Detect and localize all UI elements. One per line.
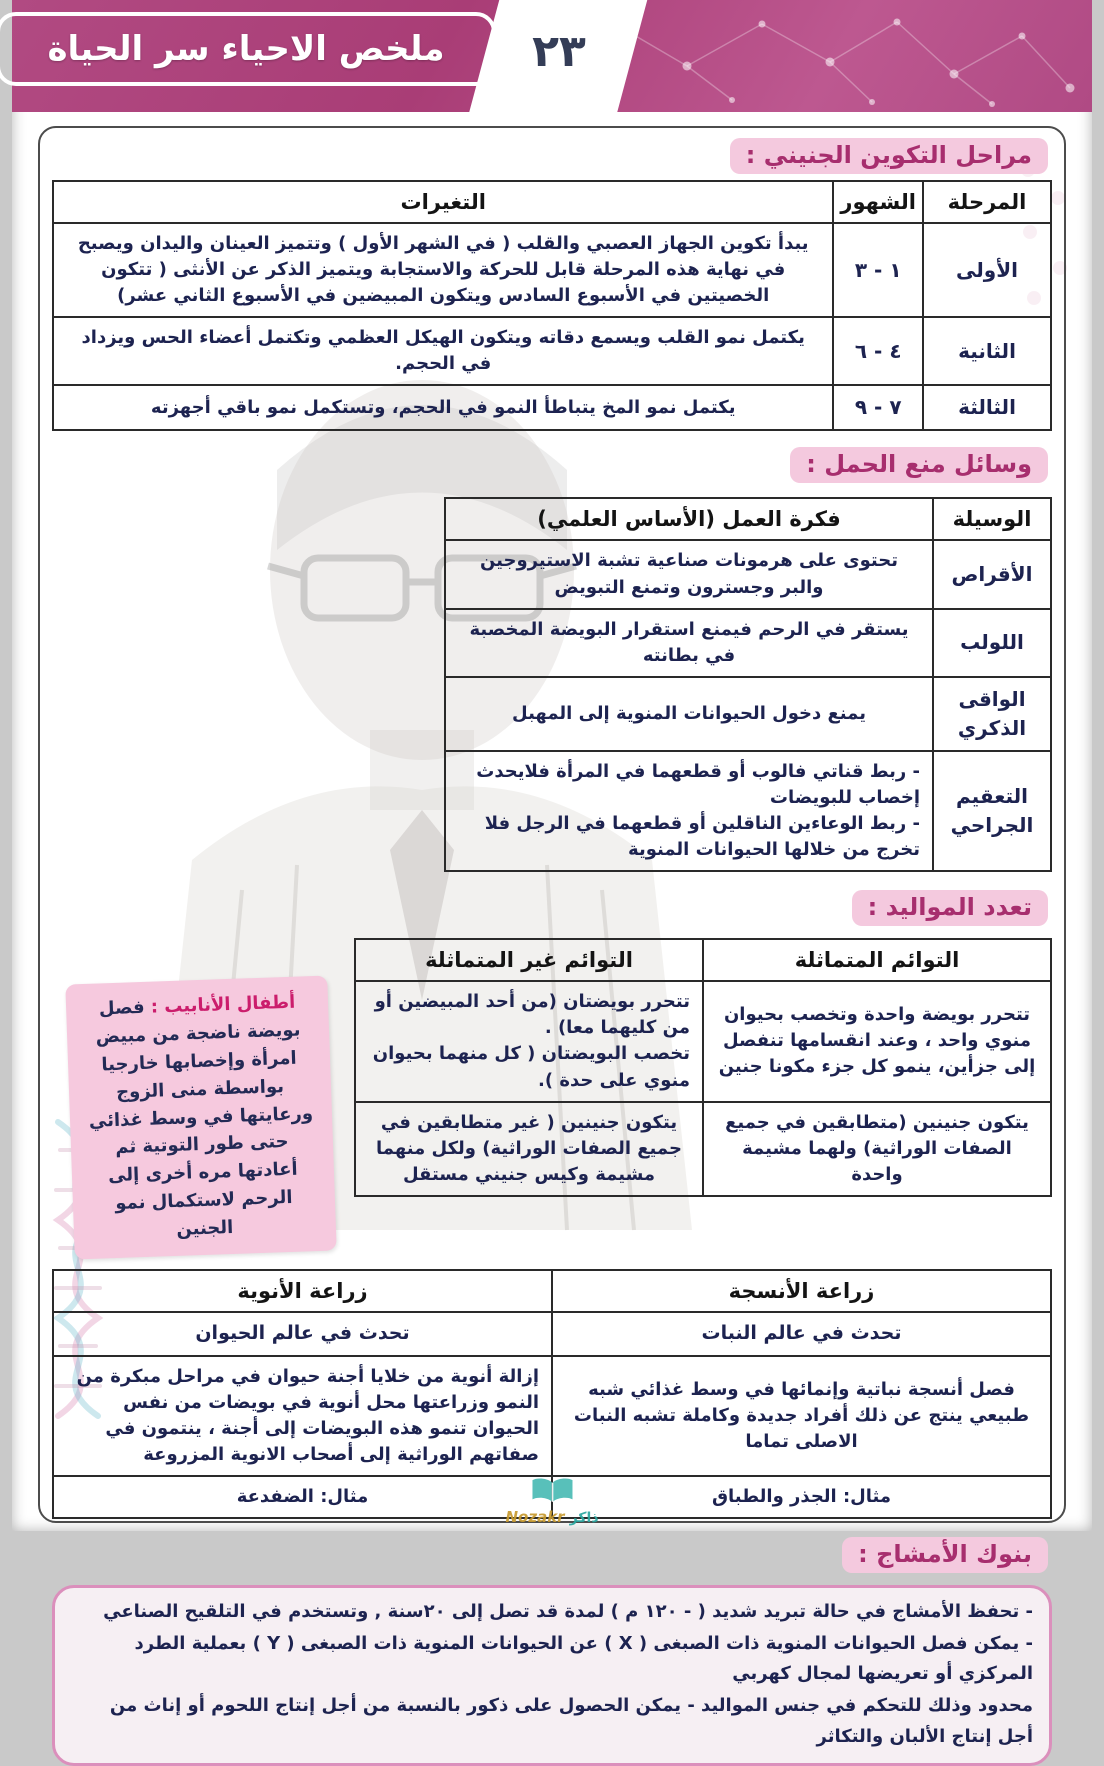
title-text: ملخص الاحياء سر الحياة xyxy=(47,29,445,69)
cell-identical: يتكون جنينين (متطابقين في جميع الصفات الوراثية) ولهما مشيمة واحدة xyxy=(703,1102,1051,1196)
column-header-tissue: زراعة الأنسجة xyxy=(552,1270,1051,1312)
births-table xyxy=(354,938,1052,1197)
cell-method: الواقى الذكري xyxy=(933,677,1051,751)
cell-idea: يستقر في الرحم فيمنع استقرار البويضة المخصبة في بطانته xyxy=(445,609,933,677)
column-header-changes: التغيرات xyxy=(53,181,833,223)
section-title-births: تعدد المواليد : xyxy=(852,890,1048,926)
cell-idea: - ربط قناتي فالوب أو قطعهما في المرأة فلايحدث إخصاب للبويضات - ربط الوعاءين الناقلين أو قطعهما في الرجل فلا تخرج من خلالها الحيوانات المنوية xyxy=(445,751,933,871)
cell-tissue-domain: تحدث في عالم النبات xyxy=(552,1312,1051,1356)
note-title: أطفال الأنابيب : xyxy=(150,991,296,1018)
column-header-months: الشهور xyxy=(833,181,923,223)
cell-stage: الثانية xyxy=(923,317,1051,385)
table-row xyxy=(445,751,1051,871)
table-row xyxy=(53,1312,1051,1356)
column-header-stage: المرحلة xyxy=(923,181,1051,223)
cell-idea: تحتوى على هرمونات صناعية تشبة الاستيروجين والبر وجسترون وتمنع التبويض xyxy=(445,540,933,608)
table-row xyxy=(53,223,1051,317)
column-header-nuclei: زراعة الأنوية xyxy=(53,1270,552,1312)
brand-logo xyxy=(505,1476,598,1525)
section-title-gametes: بنوك الأمشاج : xyxy=(842,1537,1048,1573)
section-title-stages: مراحل التكوين الجنيني : xyxy=(730,138,1048,174)
table-header-row xyxy=(53,1270,1051,1312)
cell-identical: تتحرر بويضة واحدة وتخصب بحيوان منوي واحد ، وعند انقسامها تنفصل إلى جزأين، ينمو كل جزء مكونا جنين xyxy=(703,981,1051,1101)
table-row xyxy=(53,1356,1051,1476)
cell-fraternal: يتكون جنينين ( غير متطابقين في جميع الصفات الوراثية) ولكل منهما مشيمة وكيس جنيني مستقل xyxy=(355,1102,703,1196)
table-row xyxy=(53,317,1051,385)
brand-name-latin: Nozakr xyxy=(505,1508,565,1526)
table-row xyxy=(355,1102,1051,1196)
table-row xyxy=(355,981,1051,1101)
cell-months: ٧ - ٩ xyxy=(833,385,923,430)
table-header-row xyxy=(53,181,1051,223)
cell-nuclei-detail: إزالة أنوية من خلايا أجنة حيوان في مراحل مبكرة من النمو وزراعتها محل أنوية في بويضات من نفس الحيوان تنمو هذه البويضات إلى أجنة ، ينتمون في صفاتهم الوراثية إلى أصحاب الانوية المزروعة xyxy=(53,1356,552,1476)
cell-months: ٤ - ٦ xyxy=(833,317,923,385)
cell-changes: يكتمل نمو القلب ويسمع دقاته ويتكون الهيكل العظمي وتكتمل أعضاء الحس ويزداد في الحجم. xyxy=(53,317,833,385)
cell-tissue-example: مثال: الجذر والطباق xyxy=(552,1476,1051,1518)
table-header-row xyxy=(445,498,1051,540)
stages-table xyxy=(52,180,1052,431)
column-header-fraternal: التوائم غير المتماثلة xyxy=(355,939,703,981)
cell-stage: الثالثة xyxy=(923,385,1051,430)
cell-method: التعقيم الجراحي xyxy=(933,751,1051,871)
cell-nuclei-domain: تحدث في عالم الحيوان xyxy=(53,1312,552,1356)
gametes-box xyxy=(52,1585,1052,1766)
cell-tissue-detail: فصل أنسجة نباتية وإنمائها في وسط غذائي شبه طبيعي ينتج عن ذلك أفراد جديدة وكاملة تشبه النبات الاصلى تماما xyxy=(552,1356,1051,1476)
test-tube-note xyxy=(65,976,336,1260)
cell-method: الأقراص xyxy=(933,540,1051,608)
table-row xyxy=(445,677,1051,751)
content-frame xyxy=(38,126,1066,1747)
table-header-row xyxy=(355,939,1051,981)
cell-changes: يبدأ تكوين الجهاز العصبي والقلب ( في الشهر الأول ) وتتميز العينان واليدان ويصبح في نهاية هذه المرحلة قابل للحركة والاستجابة ويتميز الذكر عن الأنثى ( تتكون الخصيتين في الأسبوع السادس ويتكون المبيضين في الأسبوع الثاني عشر) xyxy=(53,223,833,317)
cell-stage: الأولى xyxy=(923,223,1051,317)
gamete-line: - يمكن فصل الحيوانات المنوية ذات الصبغى ( X ) عن الحيوانات المنوية ذات الصبغى ( Y ) بعملية الطرد المركزي أو تعريضها لمجال كهربي xyxy=(134,1632,1033,1685)
table-row xyxy=(445,609,1051,677)
cell-nuclei-example: مثال: الضفدعة xyxy=(53,1476,552,1518)
section-title-contraception: وسائل منع الحمل : xyxy=(790,447,1048,483)
book-icon xyxy=(527,1476,577,1506)
constellation-pattern-icon xyxy=(592,0,1092,112)
gamete-line: - تحفظ الأمشاج في حالة تبريد شديد ( - ١٢٠ م ) لمدة قد تصل إلى ٢٠سنة , وتستخدم في التلقيح الصناعي xyxy=(103,1601,1033,1623)
contraception-table xyxy=(444,497,1052,872)
cell-fraternal: تتحرر بويضتان (من أحد المبيضين أو من كليهما معا) . تخصب البويضتان ( كل منهما بحيوان منوي على حدة ). xyxy=(355,981,703,1101)
brand-name-arabic: ذاكر xyxy=(569,1510,599,1526)
page-number: ٢٣ xyxy=(532,26,586,77)
app-title xyxy=(0,12,496,86)
gamete-line: محدود وذلك للتحكم في جنس المواليد - يمكن الحصول على ذكور بالنسبة من أجل إنتاج اللحوم أو إناث من أجل إنتاج الألبان والتكاثر xyxy=(109,1695,1033,1747)
cell-months: ١ - ٣ xyxy=(833,223,923,317)
column-header-method: الوسيلة xyxy=(933,498,1051,540)
cell-idea: يمنع دخول الحيوانات المنوية إلى المهبل xyxy=(445,677,933,751)
column-header-identical: التوائم المتماثلة xyxy=(703,939,1051,981)
table-row xyxy=(445,540,1051,608)
cell-changes: يكتمل نمو المخ يتباطأ النمو في الحجم، وتستكمل نمو باقي أجهزته xyxy=(53,385,833,430)
cell-method: اللولب xyxy=(933,609,1051,677)
column-header-idea: فكرة العمل (الأساس العلمي) xyxy=(445,498,933,540)
note-body: فصل بويضة ناضجة من مبيض امرأة وإخصابها خارجيا بواسطة منى الزوج ورعايتها في وسط غذائي حتى طور التوتية ثم أعادتها مره أخرى إلى الرحم لاستكمال نمو الجنين xyxy=(88,997,314,1241)
table-row xyxy=(53,385,1051,430)
document-page xyxy=(12,0,1092,1747)
